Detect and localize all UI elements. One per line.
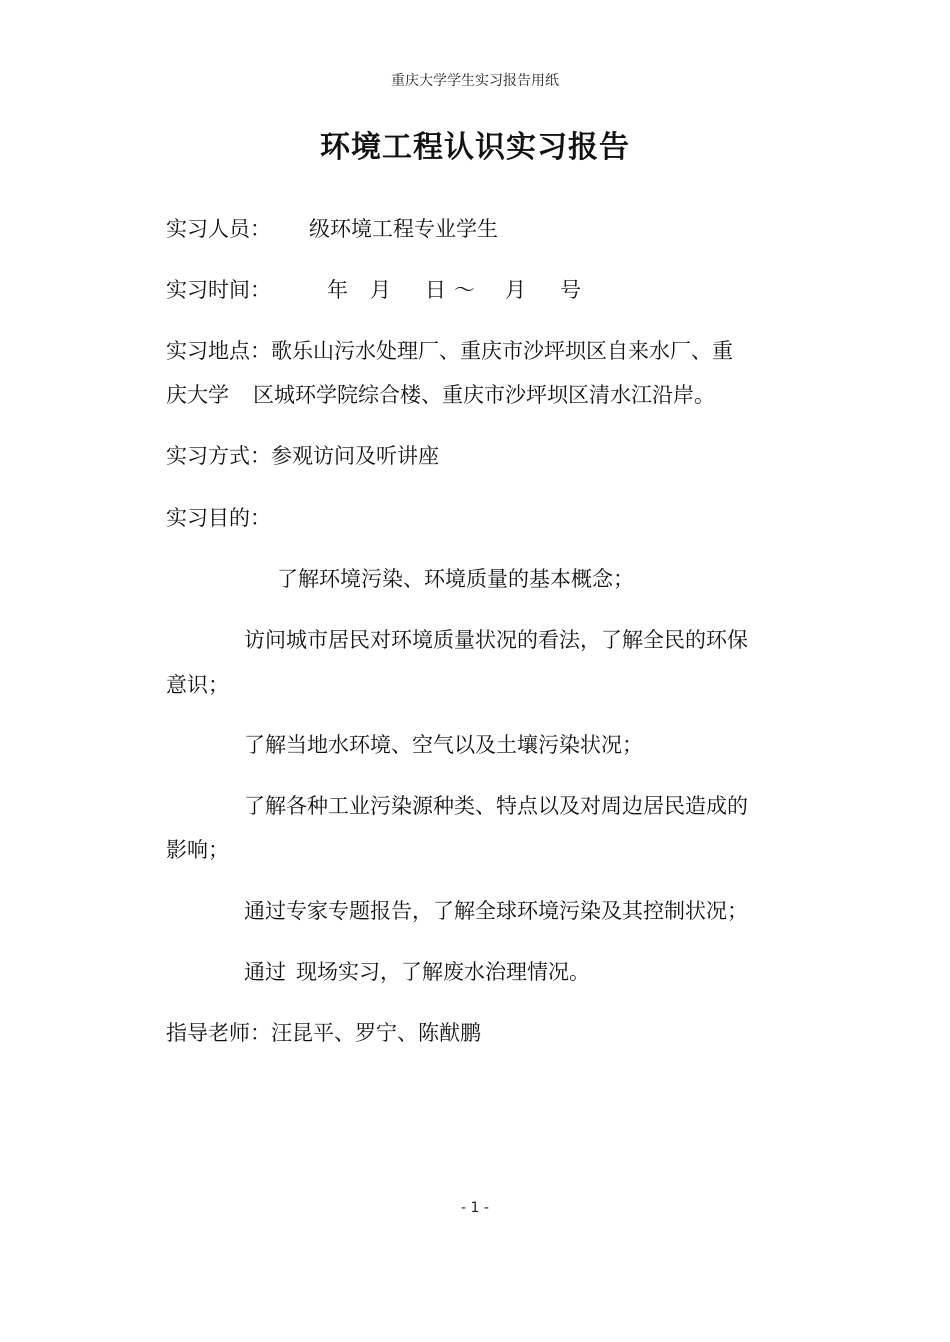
time-label: 实习时间：	[166, 278, 271, 302]
page-header: 重庆大学学生实习报告用纸	[391, 73, 559, 89]
field-purpose	[166, 503, 271, 533]
field-location-line1	[166, 336, 733, 366]
location-value-line1: 歌乐山污水处理厂、重庆市沙坪坝区自来水厂、重	[271, 339, 733, 363]
purpose-item-6	[244, 957, 590, 987]
purpose-item-5: 通过专家专题报告，了解全球环境污染及其控制状况；	[244, 899, 748, 923]
field-advisors	[166, 1018, 481, 1048]
personnel-label: 实习人员：	[166, 217, 271, 241]
purpose-item-6a: 通过	[244, 960, 286, 984]
purpose-item-3: 了解当地水环境、空气以及土壤污染状况；	[244, 733, 643, 757]
purpose-item-1: 了解环境污染、环境质量的基本概念；	[277, 567, 634, 591]
time-day: 日	[425, 278, 446, 302]
purpose-item-4-line1: 了解各种工业污染源种类、特点以及对周边居民造成的	[244, 794, 748, 818]
time-month: 月	[370, 278, 391, 302]
time-month2: 月	[505, 278, 526, 302]
personnel-value: 级环境工程专业学生	[309, 217, 498, 241]
field-method	[166, 441, 439, 471]
page-number: - 1 -	[461, 1200, 489, 1216]
purpose-item-6b: 现场实习，了解废水治理情况。	[296, 960, 590, 984]
location-value-line2a: 庆大学	[166, 383, 229, 407]
document-title: 环境工程认识实习报告	[320, 130, 630, 165]
time-hao: 号	[560, 278, 581, 302]
purpose-label: 实习目的：	[166, 506, 271, 530]
time-year: 年	[327, 278, 348, 302]
method-value: 参观访问及听讲座	[271, 444, 439, 468]
advisors-label: 指导老师：	[166, 1021, 271, 1045]
purpose-item-4-line2: 影响；	[166, 838, 229, 862]
method-label: 实习方式：	[166, 444, 271, 468]
purpose-item-2-line2: 意识；	[166, 673, 229, 697]
advisors-value: 汪昆平、罗宁、陈猷鹏	[271, 1021, 481, 1045]
field-location-line2	[166, 380, 715, 410]
purpose-item-2-line1: 访问城市居民对环境质量状况的看法，了解全民的环保	[244, 628, 748, 652]
field-personnel	[166, 214, 498, 244]
location-label: 实习地点：	[166, 339, 271, 363]
field-time	[166, 275, 581, 305]
time-tilde: ～	[454, 278, 475, 302]
location-value-line2b: 区城环学院综合楼、重庆市沙坪坝区清水江沿岸。	[253, 383, 715, 407]
